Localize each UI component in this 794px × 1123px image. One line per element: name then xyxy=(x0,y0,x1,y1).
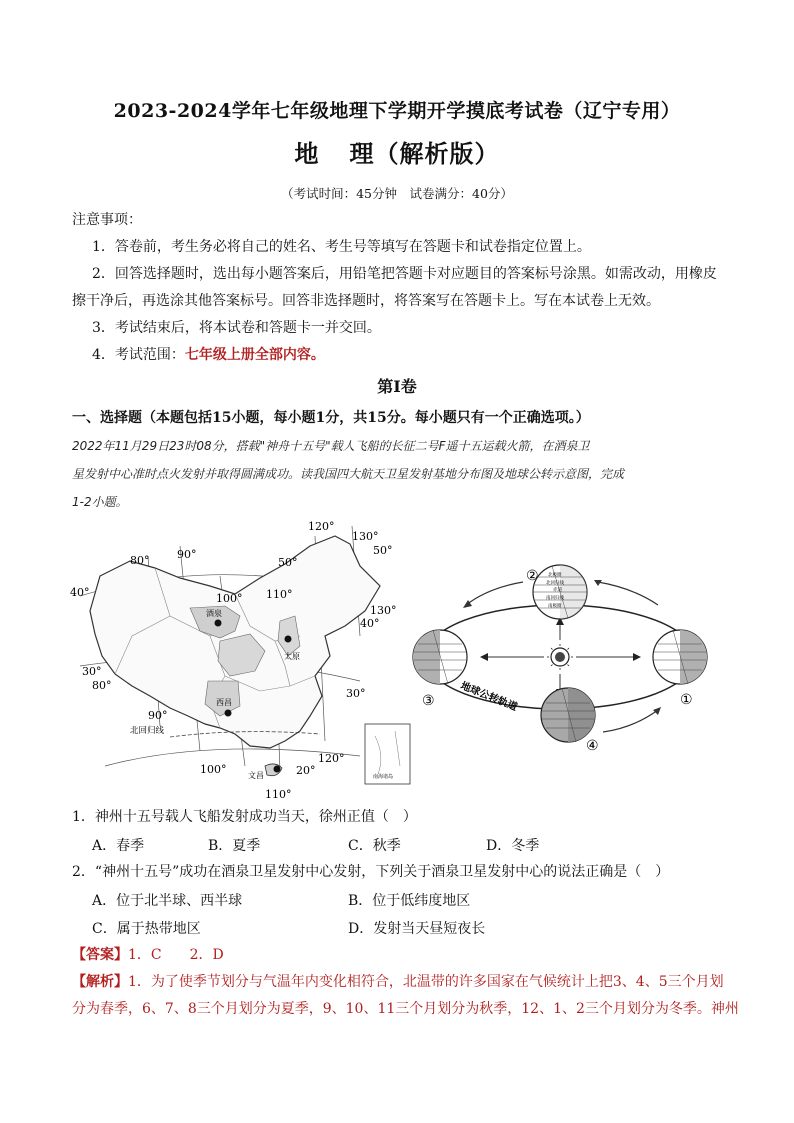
city-dot-jiuquan xyxy=(215,620,222,627)
note-item-1: 1．答卷前，考生务必将自己的姓名、考生号等填写在答题卡和试卷指定位置上。 xyxy=(92,239,591,255)
city-dot-taiyuan xyxy=(285,636,292,643)
passage-line-2: 星发射中心准时点火发射并取得圆满成功。读我国四大航天卫星发射基地分布图及地球公转示意图，完成 xyxy=(72,467,625,481)
earth-position-1 xyxy=(653,630,707,684)
exam-title: 2023-2024学年七年级地理下学期开学摸底考试卷（辽宁专用） xyxy=(113,100,681,122)
passage-line-1: 2022年11月29日23时08分，搭载"神舟十五号"载人飞船的长征二号F遥十五运载火箭，在酒泉卫 xyxy=(72,439,590,453)
earth-position-3 xyxy=(413,630,467,684)
question-2-stem: 2．“神州十五号”成功在酒泉卫星发射中心发射，下列关于酒泉卫星发射中心的说法正确是（ ） xyxy=(72,864,670,880)
city-label-xichang: 西昌 xyxy=(216,698,232,707)
inset-label: 南海诸岛 xyxy=(373,774,394,780)
zone-label: 北极圈 xyxy=(548,573,562,578)
analysis-label: 【解析】 xyxy=(72,974,128,990)
orbit-label-1: ① xyxy=(680,692,693,708)
zone-label: 赤道 xyxy=(553,588,562,593)
lon-label: 80° xyxy=(130,554,150,567)
question-2-option-c: C．属于热带地区 xyxy=(92,921,201,937)
question-1-option-a: A．春季 xyxy=(92,838,145,854)
city-dot-xichang xyxy=(225,710,232,717)
question-2-option-d: D．发射当天昼短夜长 xyxy=(348,921,486,937)
earth-position-4 xyxy=(541,688,595,742)
answer-text: 1．C 2．D xyxy=(128,947,224,963)
lon-label: 110° xyxy=(266,588,293,601)
note-item-2a: 2．回答选择题时，选出每小题答案后，用铅笔把答题卡对应题目的答案标号涂黑。如需改动，用橡皮 xyxy=(92,266,717,282)
lat-label: 50° xyxy=(278,556,298,569)
answer-label: 【答案】 xyxy=(72,947,128,963)
question-2-option-a: A．位于北半球、西半球 xyxy=(92,893,243,909)
lon-label: 110° xyxy=(265,788,292,801)
subject-title-a: 地 xyxy=(294,139,320,168)
earth-position-2 xyxy=(533,565,587,619)
zone-label: 南回归线 xyxy=(546,596,564,601)
lat-label: 30° xyxy=(82,665,102,678)
passage-line-3: 1-2小题。 xyxy=(72,495,128,509)
lat-label: 40° xyxy=(70,586,90,599)
lat-label: 30° xyxy=(346,687,366,700)
subject-title xyxy=(0,134,794,169)
tropic-label: 北回归线 xyxy=(130,726,165,736)
lat-label: 20° xyxy=(296,764,316,777)
note-item-3: 3．考试结束后，将本试卷和答题卡一并交回。 xyxy=(92,320,381,336)
part-heading: 一、选择题（本题包括15小题，每小题1分，共15分。每小题只有一个正确选项。） xyxy=(72,410,590,426)
analysis-line-1 xyxy=(72,972,724,992)
earth-revolution-diagram xyxy=(408,560,728,765)
zone-label: 北回归线 xyxy=(546,581,564,586)
china-launch-sites-map xyxy=(60,516,420,806)
lon-label: 80° xyxy=(92,679,112,692)
answer-line xyxy=(72,945,224,965)
lon-label: 120° xyxy=(318,752,345,765)
analysis-text-1: 1．为了使季节划分与气温年内变化相符合，北温带的许多国家在气候统计上把3、4、5三个月划 xyxy=(128,974,724,990)
city-label-jiuquan: 酒泉 xyxy=(206,609,222,618)
city-label-wenchang: 文昌 xyxy=(248,771,264,780)
lat-label: 50° xyxy=(373,544,393,557)
notes-heading: 注意事项： xyxy=(72,212,142,228)
city-label-taiyuan: 太原 xyxy=(284,652,300,661)
analysis-line-2: 分为春季，6、7、8三个月划分为夏季，9、10、11三个月划分为秋季，12、1、2三个月划分为冬季。神州 xyxy=(72,1001,739,1017)
lon-label: 90° xyxy=(177,548,197,561)
lon-label: 120° xyxy=(308,520,335,533)
orbit-track-label: 地球公转轨道 xyxy=(458,680,519,714)
question-1-option-b: B．夏季 xyxy=(208,838,261,854)
section-title: 第Ⅰ卷 xyxy=(377,377,417,396)
lon-label: 100° xyxy=(216,592,243,605)
lon-label: 90° xyxy=(148,709,168,722)
exam-time-info: （考试时间：45分钟 试卷满分：40分） xyxy=(281,186,513,201)
zone-label: 南极圈 xyxy=(548,604,562,609)
lon-label: 130° xyxy=(370,604,397,617)
city-dot-wenchang xyxy=(274,766,281,773)
note-item-4-scope: 七年级上册全部内容。 xyxy=(184,347,325,363)
question-1-option-d: D．冬季 xyxy=(486,838,540,854)
note-item-4 xyxy=(92,345,325,365)
lon-label: 100° xyxy=(200,763,227,776)
question-2-option-b: B．位于低纬度地区 xyxy=(348,893,471,909)
lon-label: 130° xyxy=(352,530,379,543)
orbit-label-4: ④ xyxy=(586,738,599,754)
orbit-label-3: ③ xyxy=(422,693,435,709)
orbit-label-2: ② xyxy=(526,568,539,584)
question-1-stem: 1．神州十五号载人飞船发射成功当天，徐州正值（ ） xyxy=(72,809,417,825)
note-item-4-label: 4．考试范围： xyxy=(92,347,185,363)
lat-label: 40° xyxy=(360,617,380,630)
note-item-2b: 擦干净后，再选涂其他答案标号。回答非选择题时，将答案写在答题卡上。写在本试卷上无效。 xyxy=(72,293,660,309)
question-1-option-c: C．秋季 xyxy=(348,838,401,854)
subject-title-b: 理（解析版） xyxy=(349,139,500,168)
